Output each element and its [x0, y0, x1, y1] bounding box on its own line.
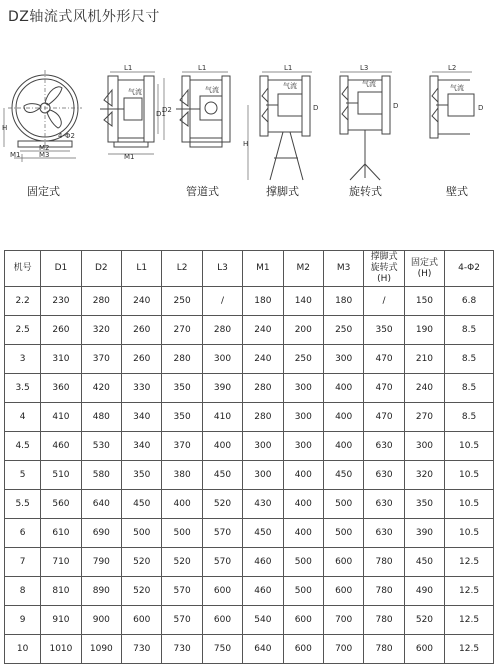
table-cell: 150 — [404, 287, 444, 316]
table-cell: 530 — [81, 432, 121, 461]
table-cell: 4.5 — [5, 432, 41, 461]
wall-airflow-label: 气流 — [450, 84, 464, 92]
table-cell: 710 — [41, 548, 81, 577]
table-cell: 400 — [323, 403, 363, 432]
table-cell: 460 — [243, 577, 283, 606]
table-row — [5, 577, 494, 606]
table-cell: 470 — [364, 374, 404, 403]
table-row — [5, 606, 494, 635]
table-row — [5, 345, 494, 374]
table-cell: 500 — [323, 519, 363, 548]
duct-d1-label: D1 — [156, 110, 166, 118]
table-cell: 540 — [243, 606, 283, 635]
table-cell: 180 — [243, 287, 283, 316]
table-cell: 520 — [122, 577, 162, 606]
table-cell: 300 — [243, 461, 283, 490]
table-cell: 640 — [81, 490, 121, 519]
table-cell: 340 — [122, 432, 162, 461]
table-cell: 810 — [41, 577, 81, 606]
front-m1-side-label: M1 — [10, 151, 21, 159]
table-cell: 250 — [283, 345, 323, 374]
table-cell: 410 — [41, 403, 81, 432]
table-cell: 570 — [162, 606, 202, 635]
table-cell: 370 — [162, 432, 202, 461]
table-cell: 600 — [323, 548, 363, 577]
foot-view-drawing — [243, 64, 318, 180]
table-cell: 270 — [404, 403, 444, 432]
table-cell: 630 — [364, 461, 404, 490]
foot-airflow-label: 气流 — [283, 82, 297, 90]
table-row — [5, 316, 494, 345]
table-cell: 10.5 — [445, 432, 494, 461]
table-cell: 460 — [41, 432, 81, 461]
table-cell: 270 — [162, 316, 202, 345]
table-cell: 8.5 — [445, 403, 494, 432]
table-cell: 750 — [202, 635, 242, 664]
fan-outline-drawings — [0, 50, 500, 210]
table-cell: 340 — [122, 403, 162, 432]
table-cell: 630 — [364, 490, 404, 519]
table-cell: 250 — [162, 287, 202, 316]
column-header: L3 — [202, 251, 242, 287]
column-header: M2 — [283, 251, 323, 287]
table-cell: 350 — [162, 403, 202, 432]
table-cell: 280 — [243, 403, 283, 432]
table-cell: 600 — [283, 635, 323, 664]
table-cell: 12.5 — [445, 635, 494, 664]
table-cell: 520 — [202, 490, 242, 519]
table-row — [5, 403, 494, 432]
table-cell: 1090 — [81, 635, 121, 664]
table-cell: 240 — [122, 287, 162, 316]
table-cell: 240 — [243, 316, 283, 345]
table-cell: 140 — [283, 287, 323, 316]
table-cell: 630 — [364, 519, 404, 548]
table-cell: 600 — [404, 635, 444, 664]
table-cell: 1010 — [41, 635, 81, 664]
table-cell: 400 — [162, 490, 202, 519]
table-cell: 450 — [404, 548, 444, 577]
table-cell: 320 — [404, 461, 444, 490]
table-cell: 630 — [364, 432, 404, 461]
column-header: L1 — [122, 251, 162, 287]
label-wall-type: 壁式 — [446, 185, 468, 198]
column-header: L2 — [162, 251, 202, 287]
table-cell: 570 — [162, 577, 202, 606]
table-cell: 610 — [41, 519, 81, 548]
wall-view-drawing — [430, 64, 483, 138]
table-cell: 430 — [243, 490, 283, 519]
table-cell: 300 — [323, 345, 363, 374]
label-fixed-type: 固定式 — [27, 185, 60, 198]
table-row — [5, 548, 494, 577]
table-cell: 730 — [162, 635, 202, 664]
table-cell: 570 — [202, 548, 242, 577]
table-cell: 700 — [323, 635, 363, 664]
table-cell: 400 — [202, 432, 242, 461]
table-cell: 6 — [5, 519, 41, 548]
table-cell: 450 — [122, 490, 162, 519]
table-cell: 12.5 — [445, 606, 494, 635]
table-cell: 240 — [243, 345, 283, 374]
table-cell: 320 — [81, 316, 121, 345]
table-cell: 260 — [41, 316, 81, 345]
column-header: M3 — [323, 251, 363, 287]
column-header: 4-Φ2 — [445, 251, 494, 287]
table-cell: 400 — [323, 374, 363, 403]
table-row — [5, 374, 494, 403]
front-m2-label: M2 — [39, 144, 50, 152]
table-cell: 600 — [323, 577, 363, 606]
table-cell: 300 — [202, 345, 242, 374]
column-header: 固定式 (H) — [404, 251, 444, 287]
table-cell: 3.5 — [5, 374, 41, 403]
column-header: M1 — [243, 251, 283, 287]
duct2-airflow-label: 气流 — [205, 86, 219, 94]
table-cell: 240 — [404, 374, 444, 403]
table-body — [5, 287, 494, 664]
table-cell: 260 — [122, 345, 162, 374]
table-row — [5, 461, 494, 490]
table-cell: 640 — [243, 635, 283, 664]
table-cell: 6.8 — [445, 287, 494, 316]
table-cell: 190 — [404, 316, 444, 345]
table-cell: 500 — [323, 490, 363, 519]
table-cell: 700 — [323, 606, 363, 635]
front-view-drawing — [2, 70, 82, 162]
column-header: D1 — [41, 251, 81, 287]
table-cell: 390 — [404, 519, 444, 548]
duct-view-drawing — [100, 64, 172, 161]
front-m3-label: M3 — [39, 151, 50, 159]
table-cell: 500 — [122, 519, 162, 548]
table-cell: 260 — [122, 316, 162, 345]
table-cell: 450 — [243, 519, 283, 548]
table-cell: 310 — [41, 345, 81, 374]
table-cell: 400 — [283, 490, 323, 519]
table-row — [5, 432, 494, 461]
table-cell: 10.5 — [445, 461, 494, 490]
rotary-d-label: D — [393, 102, 399, 110]
table-cell: 690 — [81, 519, 121, 548]
duct-airflow-label: 气流 — [128, 88, 142, 96]
table-cell: 8.5 — [445, 316, 494, 345]
table-cell: 520 — [162, 548, 202, 577]
table-cell: 350 — [364, 316, 404, 345]
table-cell: 280 — [243, 374, 283, 403]
duct-l1-label: L1 — [124, 64, 133, 72]
table-cell: 890 — [81, 577, 121, 606]
table-cell: 280 — [81, 287, 121, 316]
table-cell: 910 — [41, 606, 81, 635]
table-cell: 400 — [323, 432, 363, 461]
front-holes-label: 4-Φ2 — [58, 132, 75, 140]
label-rotary-type: 旋转式 — [349, 185, 382, 198]
table-row — [5, 490, 494, 519]
table-cell: 180 — [323, 287, 363, 316]
table-cell: 570 — [202, 519, 242, 548]
table-cell: 8 — [5, 577, 41, 606]
table-cell: 330 — [122, 374, 162, 403]
table-cell: 250 — [323, 316, 363, 345]
table-cell: 900 — [81, 606, 121, 635]
table-cell: 730 — [122, 635, 162, 664]
table-cell: 460 — [243, 548, 283, 577]
foot-d-label: D — [313, 104, 319, 112]
table-cell: 12.5 — [445, 548, 494, 577]
column-header: D2 — [81, 251, 121, 287]
table-cell: 8.5 — [445, 374, 494, 403]
table-cell: 780 — [364, 606, 404, 635]
foot-l-label: L1 — [284, 64, 293, 72]
table-cell: 210 — [404, 345, 444, 374]
table-cell: 350 — [162, 374, 202, 403]
table-cell: 380 — [162, 461, 202, 490]
table-cell: 420 — [81, 374, 121, 403]
table-cell: 7 — [5, 548, 41, 577]
table-cell: 200 — [283, 316, 323, 345]
table-cell: 790 — [81, 548, 121, 577]
duct-d2-label: D2 — [162, 106, 172, 114]
table-cell: 600 — [283, 606, 323, 635]
table-cell: 4 — [5, 403, 41, 432]
table-cell: 10 — [5, 635, 41, 664]
wall-l-label: L2 — [448, 64, 457, 72]
table-cell: 780 — [364, 577, 404, 606]
duct2-l1-label: L1 — [198, 64, 207, 72]
table-cell: 400 — [283, 519, 323, 548]
table-header-row — [5, 251, 494, 287]
table-cell: 280 — [202, 316, 242, 345]
table-cell: 300 — [243, 432, 283, 461]
table-cell: 2.5 — [5, 316, 41, 345]
table-cell: 470 — [364, 345, 404, 374]
duct-view-2-drawing — [176, 64, 230, 147]
table-cell: 350 — [404, 490, 444, 519]
label-foot-type: 撑脚式 — [266, 185, 299, 198]
table-cell: 470 — [364, 403, 404, 432]
table-cell: 490 — [404, 577, 444, 606]
table-cell: 480 — [81, 403, 121, 432]
table-cell: 370 — [81, 345, 121, 374]
page-title: DZ轴流式风机外形尺寸 — [8, 9, 160, 25]
table-cell: 350 — [122, 461, 162, 490]
duct-m1-label: M1 — [124, 153, 135, 161]
table-cell: 2.2 — [5, 287, 41, 316]
table-cell: 600 — [122, 606, 162, 635]
column-header: 撑脚式 旋转式 (H) — [364, 251, 404, 287]
table-cell: 10.5 — [445, 519, 494, 548]
table-cell: 360 — [41, 374, 81, 403]
table-cell: 780 — [364, 635, 404, 664]
table-cell: 600 — [202, 577, 242, 606]
table-cell: 450 — [323, 461, 363, 490]
table-cell: 300 — [283, 374, 323, 403]
table-cell: 5.5 — [5, 490, 41, 519]
table-cell: 500 — [283, 548, 323, 577]
table-cell: 580 — [81, 461, 121, 490]
table-cell: / — [202, 287, 242, 316]
table-cell: 300 — [283, 432, 323, 461]
foot-h-label: H — [243, 140, 249, 148]
column-header: 机号 — [5, 251, 41, 287]
table-cell: 9 — [5, 606, 41, 635]
table-row — [5, 287, 494, 316]
table-cell: 450 — [202, 461, 242, 490]
table-cell: 510 — [41, 461, 81, 490]
table-cell: 8.5 — [445, 345, 494, 374]
table-cell: 520 — [122, 548, 162, 577]
front-h-label: H — [2, 124, 8, 132]
table-cell: 600 — [202, 606, 242, 635]
table-cell: 10.5 — [445, 490, 494, 519]
table-cell: 3 — [5, 345, 41, 374]
table-cell: 230 — [41, 287, 81, 316]
table-cell: 500 — [283, 577, 323, 606]
table-cell: 520 — [404, 606, 444, 635]
table-cell: 780 — [364, 548, 404, 577]
dimension-table — [4, 250, 494, 664]
rotary-view-drawing — [340, 64, 398, 180]
table-cell: 300 — [283, 403, 323, 432]
rotary-l-label: L3 — [360, 64, 369, 72]
label-duct-type: 管道式 — [186, 185, 219, 198]
table-cell: 400 — [283, 461, 323, 490]
table-cell: / — [364, 287, 404, 316]
table-row — [5, 635, 494, 664]
table-cell: 5 — [5, 461, 41, 490]
table-row — [5, 519, 494, 548]
table-cell: 560 — [41, 490, 81, 519]
table-cell: 300 — [404, 432, 444, 461]
wall-d-label: D — [478, 104, 484, 112]
table-cell: 12.5 — [445, 577, 494, 606]
table-cell: 500 — [162, 519, 202, 548]
table-cell: 390 — [202, 374, 242, 403]
table-cell: 280 — [162, 345, 202, 374]
table-cell: 410 — [202, 403, 242, 432]
rotary-airflow-label: 气流 — [362, 80, 376, 88]
